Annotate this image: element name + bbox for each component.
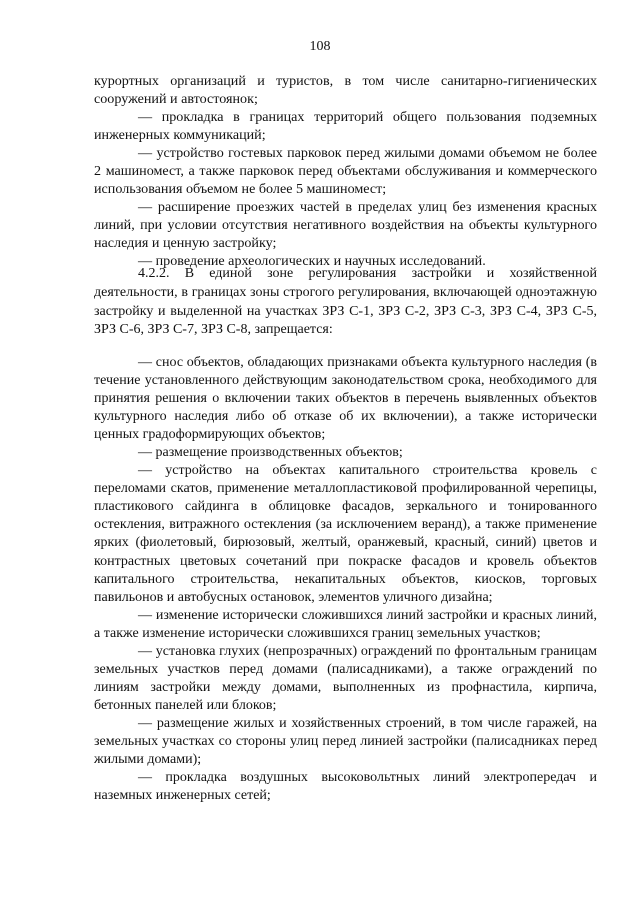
list-item: — изменение исторически сложившихся линий застройки и красных линий, а также изменение исторически сложившихся границ земельных участков;	[94, 607, 597, 641]
list-item: — установка глухих (непрозрачных) ограждений по фронтальным границам земельных участков перед домами (палисадниками), а также ограждений по линиям застройки между домами, выполненных из профнастила, кирпича, бетонных панелей или блоков;	[94, 643, 597, 713]
list-item: — устройство на объектах капитального строительства кровель с переломами скатов, применение металлопластиковой профилированной черепицы, пластикового сайдинга в облицовке фасадов, зеркального и тонированного остекления, витражного остекления (за исключением веранд), а также применение ярких (фиолетовый, бирюзовый, желтый, оранжевый, красный, синий) цветов и контрастных цветовых сочетаний при покраске фасадов и кровель объектов капитального строительства, некапитальных объектов, киосков, торговых павильонов и автобусных остановок, элементов уличного дизайна;	[94, 463, 597, 605]
list-item: — размещение производственных объектов;	[138, 445, 403, 461]
paragraph-continuation: курортных организаций и туристов, в том числе санитарно-гигиенических сооружений и автостоянок;	[94, 73, 597, 107]
list-item: — проведение археологических и научных исследований.	[138, 253, 486, 269]
section-4-2-2	[94, 265, 597, 340]
prohibited-activities-list	[94, 354, 597, 805]
list-item: — прокладка воздушных высоковольтных линий электропередач и наземных инженерных сетей;	[94, 770, 597, 804]
list-item: — размещение жилых и хозяйственных строений, в том числе гаражей, на земельных участках со стороны улиц перед линией застройки (палисадниках перед жилыми домами);	[94, 715, 597, 768]
list-item: — устройство гостевых парковок перед жилыми домами объемом не более 2 машиномест, а также парковок перед объектами обслуживания и коммерческого использования объемом не более 5 машиномест;	[94, 145, 597, 197]
page-number: 108	[309, 39, 331, 54]
list-item: — прокладка в границах территорий общего пользования подземных инженерных коммуникаций;	[94, 109, 597, 143]
section-heading-paragraph: 4.2.2. В единой зоне регулирования застройки и хозяйственной деятельности, в границах зоны строгого регулирования, включающей одноэтажную застройку и выделенной на участках ЗРЗ С-1, ЗРЗ С-2, ЗРЗ С-3, ЗРЗ С-4, ЗРЗ С-5, ЗРЗ С-6, ЗРЗ С-7, ЗРЗ С-8, запрещается:	[94, 266, 597, 338]
list-item: — снос объектов, обладающих признаками объекта культурного наследия (в течение установленного действующим законодательством срока, необходимого для принятия решения о включении таких объектов в перечень выявленных объектов культурного наследия либо об отказе об их включении), а также исторически ценных градоформирующих объектов;	[94, 355, 597, 443]
permitted-activities-list	[94, 72, 597, 270]
list-item: — расширение проезжих частей в пределах улиц без изменения красных линий, при условии отсутствия негативного воздействия на объекты культурного наследия и ценную застройку;	[94, 199, 597, 251]
